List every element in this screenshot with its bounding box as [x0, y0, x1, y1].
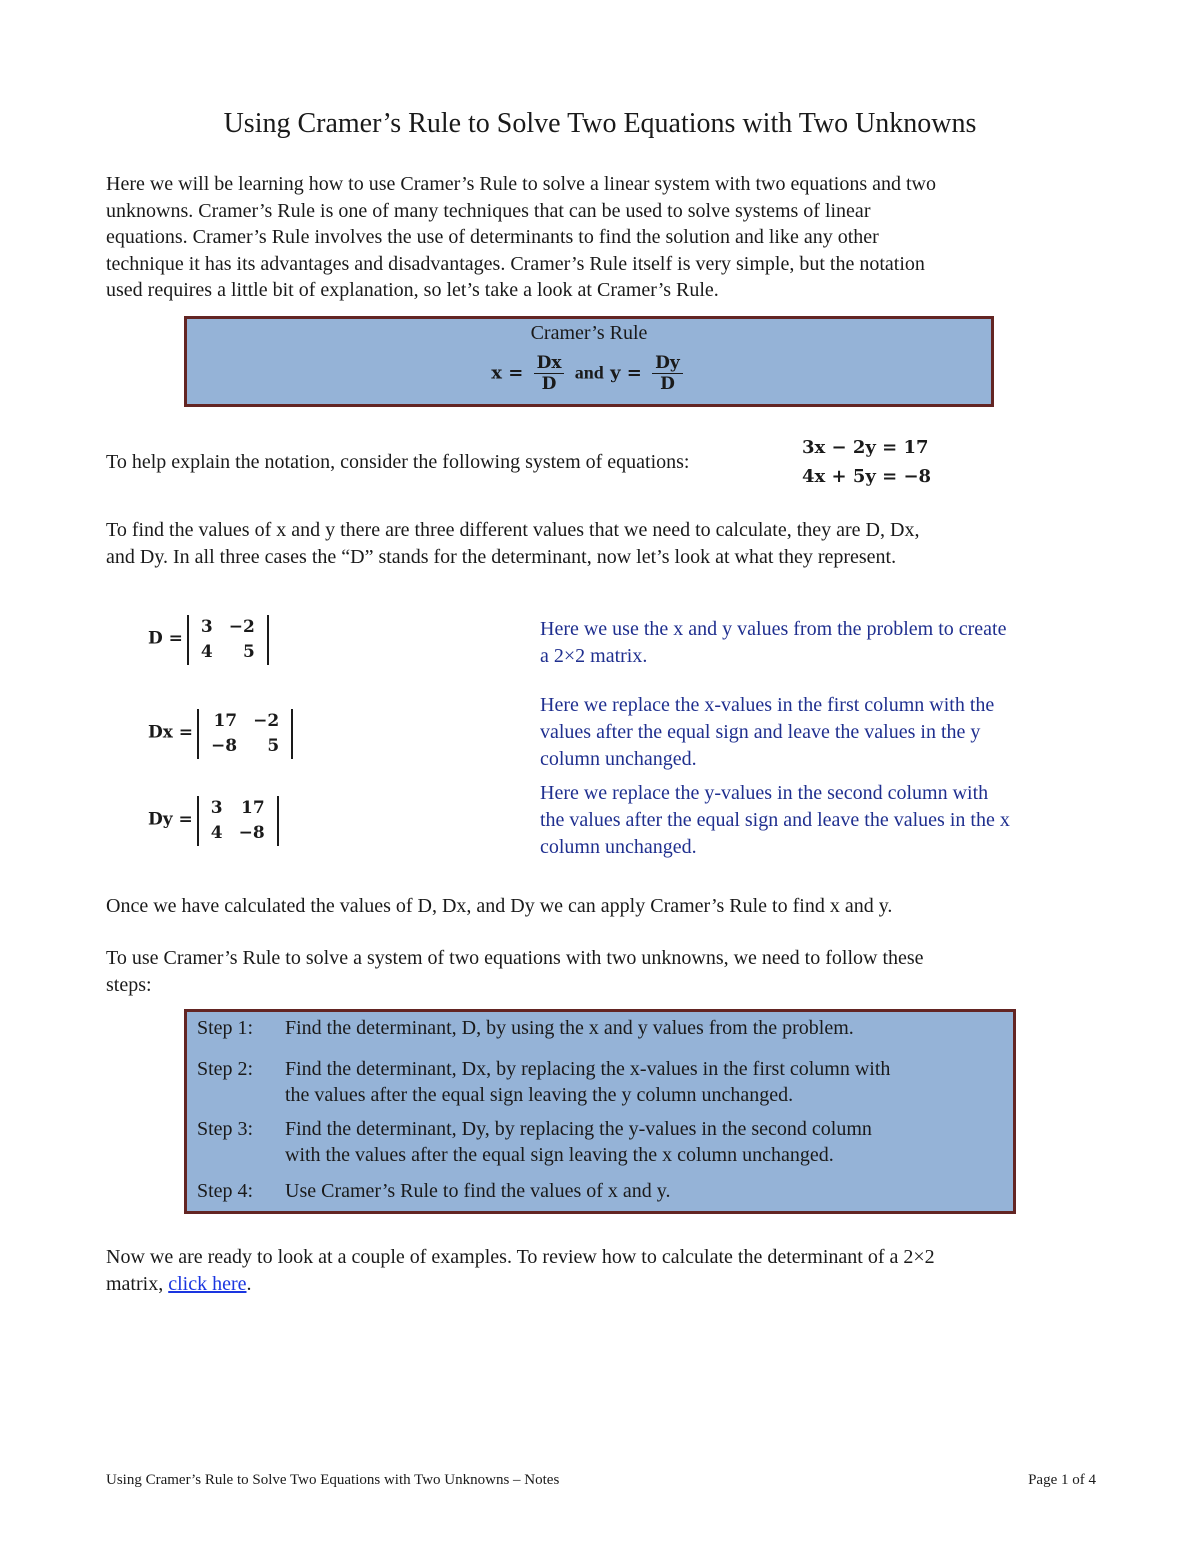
matrix-cell: 3: [210, 798, 223, 818]
step-line: the values after the equal sign leaving the y column unchanged.: [285, 1084, 794, 1106]
intro-line: used requires a little bit of explanation, so let’s take a look at Cramer’s Rule.: [106, 279, 719, 301]
y-numerator: Dy: [652, 353, 683, 374]
note-line: column unchanged.: [540, 748, 697, 770]
step-text: [285, 1015, 1005, 1041]
step-text: [285, 1178, 1005, 1204]
matrix-cell: −8: [238, 823, 265, 843]
y-denominator: D: [660, 374, 675, 394]
step-text: [285, 1116, 1005, 1168]
intro-line: equations. Cramer’s Rule involves the use of determinants to find the solution and like any other: [106, 226, 879, 248]
closing-line: Now we are ready to look at a couple of examples. To review how to calculate the determinant of a 2×2: [106, 1246, 935, 1268]
closing-prefix: matrix,: [106, 1272, 169, 1295]
system-equations: [802, 433, 931, 491]
matrix-cell: 4: [200, 642, 213, 662]
step-label: Step 3:: [197, 1118, 254, 1140]
det-label: D =: [148, 628, 183, 649]
y-variable: y =: [610, 362, 642, 384]
step-text: [285, 1056, 1005, 1108]
step-line: Find the determinant, D, by using the x and y values from the problem.: [285, 1017, 854, 1039]
matrix-cell: −8: [211, 736, 238, 756]
matrix-cell: −2: [253, 711, 280, 731]
closing-line-2: [106, 1271, 1096, 1298]
closing-paragraph: [106, 1244, 1096, 1297]
rule-box-heading: Cramer’s Rule: [530, 322, 648, 344]
values-line: To find the values of x and y there are three different values that we need to calculate, they are D, Dx,: [106, 519, 920, 541]
footer-title: Using Cramer’s Rule to Solve Two Equations with Two Unknowns – Notes: [106, 1472, 560, 1488]
x-variable: x =: [491, 362, 524, 384]
and-word: and: [574, 362, 604, 383]
step-line: Find the determinant, Dy, by replacing the y-values in the second column: [285, 1118, 872, 1140]
step-label: Step 4:: [197, 1180, 254, 1202]
note-line: the values after the equal sign and leave the values in the x: [540, 809, 1010, 831]
x-fraction: [534, 353, 565, 394]
determinant-d: [148, 615, 269, 665]
values-line: and Dy. In all three cases the “D” stands for the determinant, now let’s look at what they represent.: [106, 545, 897, 568]
note-dy: [540, 780, 1120, 861]
note-d: [540, 616, 1120, 670]
determinant-dy: [148, 796, 279, 846]
steps-intro-line: steps:: [106, 973, 152, 996]
matrix-cell: 17: [213, 711, 238, 731]
matrix-cell: 5: [267, 736, 280, 756]
step-label: Step 2:: [197, 1058, 254, 1080]
x-denominator: D: [541, 374, 557, 394]
note-line: Here we replace the y-values in the second column with: [540, 782, 989, 804]
intro-line: Here we will be learning how to use Cramer’s Rule to solve a linear system with two equations and two: [106, 173, 936, 195]
x-numerator: Dx: [534, 353, 565, 374]
note-line: Here we use the x and y values from the problem to create: [540, 618, 1007, 640]
note-line: values after the equal sign and leave the values in the y: [540, 721, 981, 743]
det-label: Dy =: [148, 809, 193, 830]
matrix-cell: 3: [200, 617, 213, 637]
matrix-dy: [197, 796, 279, 846]
system-lead: To help explain the notation, consider the following system of equations:: [106, 451, 690, 473]
rule-formula: [187, 353, 991, 394]
matrix-dx: [197, 709, 293, 759]
steps-intro: [106, 945, 1096, 998]
closing-suffix: .: [246, 1272, 252, 1295]
equation-2: 4x + 5y = −8: [802, 466, 932, 487]
values-paragraph: [106, 517, 1096, 570]
cramers-rule-box: [184, 316, 994, 407]
step-line: Find the determinant, Dx, by replacing the x-values in the first column with: [285, 1058, 891, 1080]
page-title: Using Cramer’s Rule to Solve Two Equations with Two Unknowns: [223, 108, 977, 139]
note-line: a 2×2 matrix.: [540, 645, 648, 667]
matrix-cell: 17: [241, 798, 265, 818]
intro-line: unknowns. Cramer’s Rule is one of many techniques that can be used to solve systems of linear: [106, 199, 871, 222]
page-number: Page 1 of 4: [1028, 1472, 1096, 1488]
intro-paragraph: [106, 171, 1096, 304]
intro-line: technique it has its advantages and disadvantages. Cramer’s Rule itself is very simple, but the notation: [106, 252, 925, 275]
determinant-dx: [148, 709, 293, 759]
det-label: Dx =: [148, 722, 194, 743]
step-line: Use Cramer’s Rule to find the values of x and y.: [285, 1180, 671, 1202]
matrix-cell: 5: [242, 642, 255, 662]
steps-intro-line: To use Cramer’s Rule to solve a system of two equations with two unknowns, we need to follow these: [106, 947, 924, 969]
matrix-d: [187, 615, 269, 665]
step-label: Step 1:: [197, 1017, 254, 1039]
y-fraction: [652, 353, 683, 394]
matrix-cell: −2: [228, 617, 255, 637]
note-line: Here we replace the x-values in the first column with the: [540, 694, 995, 716]
steps-box: [184, 1009, 1016, 1214]
equation-1: 3x − 2y = 17: [802, 437, 929, 458]
matrix-cell: 4: [210, 823, 223, 843]
note-dx: [540, 692, 1120, 773]
note-line: column unchanged.: [540, 836, 697, 858]
once-paragraph: Once we have calculated the values of D, Dx, and Dy we can apply Cramer’s Rule to find x and y.: [106, 895, 893, 917]
click-here-link[interactable]: click here: [168, 1272, 247, 1295]
step-line: with the values after the equal sign leaving the x column unchanged.: [285, 1144, 834, 1166]
